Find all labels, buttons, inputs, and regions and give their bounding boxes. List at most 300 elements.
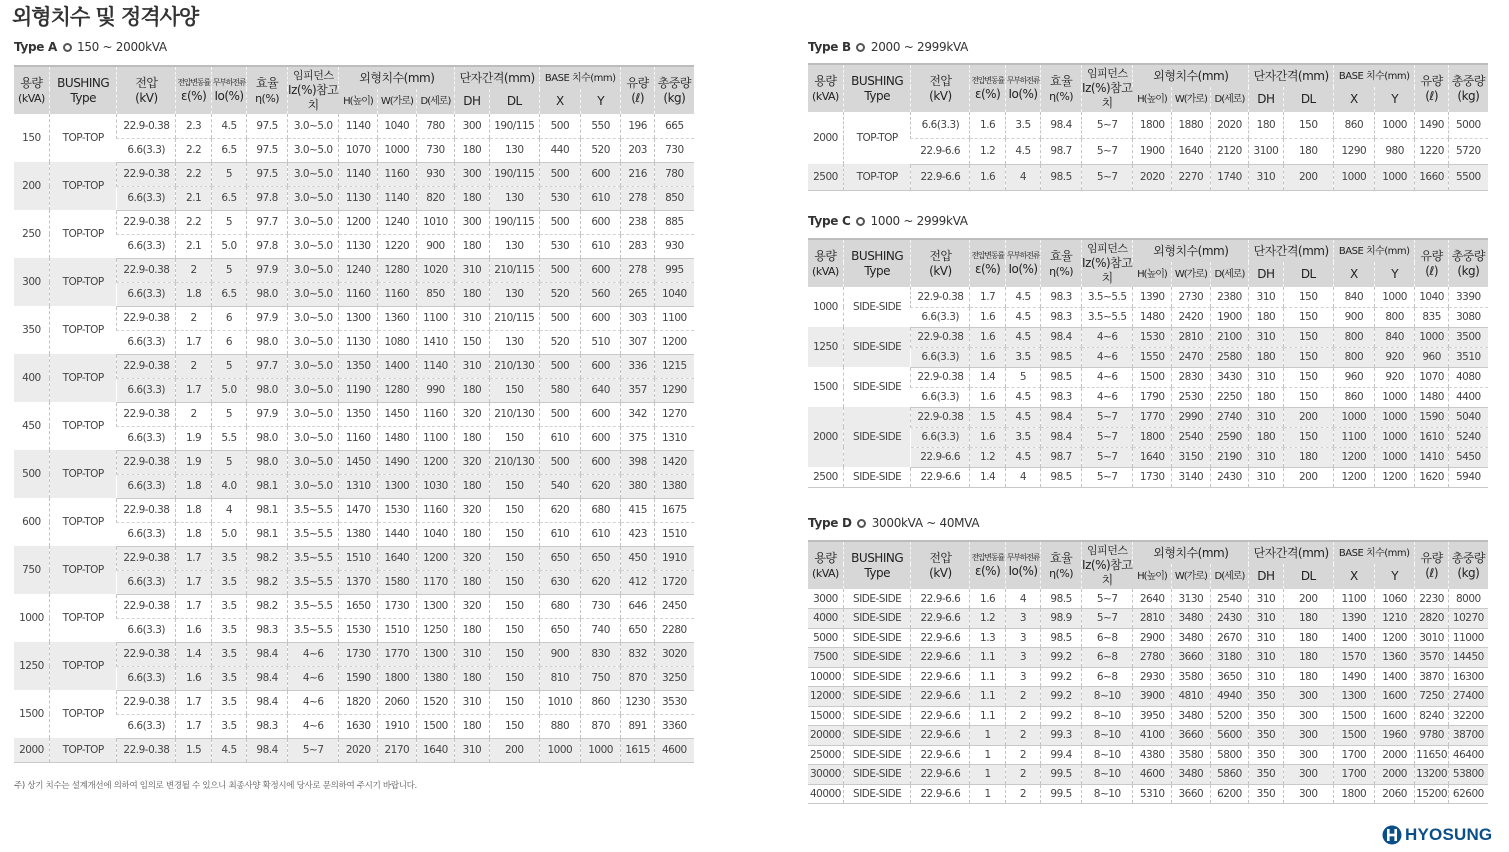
capacity-cell: 25000 [808, 745, 843, 765]
value-cell: 2540 [1210, 589, 1249, 609]
value-cell: 1130 [339, 186, 378, 210]
value-cell: 2020 [1210, 112, 1249, 138]
value-cell: 380 [621, 474, 654, 498]
value-cell: 1.7 [176, 330, 211, 354]
value-cell: 730 [654, 138, 694, 162]
value-cell: 180 [1249, 307, 1283, 327]
value-cell: 500 [539, 210, 580, 234]
value-cell: 6.6(3.3) [117, 138, 176, 162]
value-cell: 150 [489, 498, 539, 522]
value-cell: 820 [416, 186, 455, 210]
bushing-cell: SIDE-SIDE [843, 648, 911, 668]
value-cell: 960 [1415, 347, 1448, 367]
value-cell: 1490 [378, 450, 417, 474]
type-b-label [808, 40, 968, 54]
value-cell: 98.5 [1041, 347, 1082, 367]
value-cell: 2740 [1210, 407, 1249, 427]
value-cell: 650 [580, 546, 621, 570]
value-cell: 2810 [1133, 609, 1172, 629]
hdr-dim-h: H(높이) [1133, 564, 1172, 589]
value-cell: 740 [580, 618, 621, 642]
value-cell: 2 [1005, 706, 1040, 726]
value-cell: 1160 [416, 402, 455, 426]
value-cell: 98.5 [1041, 367, 1082, 387]
value-cell: 4.5 [211, 738, 246, 762]
bushing-cell: TOP-TOP [49, 738, 117, 762]
value-cell: 97.9 [247, 258, 288, 282]
value-cell: 1100 [1333, 427, 1374, 447]
value-cell: 5~7 [1081, 112, 1132, 138]
value-cell: 860 [1333, 387, 1374, 407]
bushing-cell: TOP-TOP [49, 210, 117, 258]
hdr-terminal: 단자간격(mm) [1249, 541, 1334, 564]
hdr-base-x: X [1333, 564, 1374, 589]
type-a-table [14, 65, 694, 763]
value-cell: 342 [621, 402, 654, 426]
value-cell: 98.4 [247, 690, 288, 714]
hdr-capacity: 용량 (kVA) [808, 239, 843, 287]
value-cell: 350 [1249, 706, 1283, 726]
value-cell: 1215 [654, 354, 694, 378]
value-cell: 5450 [1448, 447, 1488, 467]
value-cell: 1200 [654, 330, 694, 354]
value-cell: 3500 [1448, 327, 1488, 347]
table-row [14, 450, 694, 474]
value-cell: 1530 [378, 498, 417, 522]
value-cell: 98.0 [247, 378, 288, 402]
value-cell: 22.9-0.38 [117, 594, 176, 618]
value-cell: 1800 [378, 666, 417, 690]
table-row [14, 258, 694, 282]
value-cell: 180 [455, 138, 489, 162]
value-cell: 995 [654, 258, 694, 282]
value-cell: 2060 [1374, 784, 1415, 804]
value-cell: 150 [1283, 287, 1333, 307]
hdr-impedance: 임피던스 Iz(%)참고치 [1081, 541, 1132, 589]
value-cell: 1640 [378, 546, 417, 570]
hdr-dim-w: W(가로) [1172, 564, 1211, 589]
value-cell: 22.9-0.38 [911, 287, 970, 307]
value-cell: 22.9-6.6 [911, 784, 970, 804]
bushing-cell: TOP-TOP [49, 114, 117, 162]
value-cell: 6.6(3.3) [117, 378, 176, 402]
value-cell: 200 [489, 738, 539, 762]
hdr-regulation: 전압변동률 ε(%) [176, 66, 211, 114]
value-cell: 11650 [1415, 745, 1448, 765]
value-cell: 2 [176, 306, 211, 330]
value-cell: 2 [1005, 687, 1040, 707]
value-cell: 1640 [1133, 447, 1172, 467]
value-cell: 1100 [416, 306, 455, 330]
value-cell: 3.0~5.0 [287, 306, 338, 330]
value-cell: 14450 [1448, 648, 1488, 668]
value-cell: 8000 [1448, 589, 1488, 609]
value-cell: 4 [1005, 589, 1040, 609]
hdr-regulation: 전압변동률 ε(%) [970, 239, 1005, 287]
value-cell: 1280 [378, 378, 417, 402]
hdr-noload: 무부하전류 Io(%) [1005, 541, 1040, 589]
capacity-cell: 750 [14, 546, 49, 594]
hdr-base-y: Y [580, 89, 621, 114]
value-cell: 98.2 [247, 546, 288, 570]
value-cell: 1170 [416, 570, 455, 594]
value-cell: 1.7 [176, 690, 211, 714]
hdr-base: BASE 치수(mm) [1333, 64, 1415, 87]
hdr-dim-h: H(높이) [339, 89, 378, 114]
value-cell: 4 [1005, 467, 1040, 487]
value-cell: 300 [1283, 765, 1333, 785]
value-cell: 1390 [1133, 287, 1172, 307]
hdr-terminal: 단자간격(mm) [1249, 239, 1334, 262]
value-cell: 150 [489, 522, 539, 546]
value-cell: 3390 [1448, 287, 1488, 307]
bushing-cell: TOP-TOP [49, 498, 117, 546]
value-cell: 4600 [1133, 765, 1172, 785]
value-cell: 1380 [416, 666, 455, 690]
value-cell: 216 [621, 162, 654, 186]
value-cell: 98.3 [1041, 387, 1082, 407]
value-cell: 98.7 [1041, 138, 1082, 164]
value-cell: 3950 [1133, 706, 1172, 726]
value-cell: 1200 [1374, 467, 1415, 487]
table-row [14, 570, 694, 594]
hdr-dimensions: 외형치수(mm) [339, 66, 455, 89]
table-row [14, 618, 694, 642]
value-cell: 150 [489, 594, 539, 618]
value-cell: 1100 [416, 426, 455, 450]
value-cell: 3480 [1172, 609, 1211, 629]
value-cell: 22.9-6.6 [911, 447, 970, 467]
value-cell: 150 [489, 378, 539, 402]
value-cell: 1.7 [176, 378, 211, 402]
capacity-cell: 2000 [808, 407, 843, 467]
hdr-dl: DL [1283, 262, 1333, 287]
value-cell: 300 [1283, 687, 1333, 707]
value-cell: 800 [1333, 327, 1374, 347]
value-cell: 5860 [1210, 765, 1249, 785]
value-cell: 5500 [1448, 164, 1488, 190]
value-cell: 398 [621, 450, 654, 474]
value-cell: 1590 [1415, 407, 1448, 427]
value-cell: 3.5 [1005, 112, 1040, 138]
value-cell: 3180 [1210, 648, 1249, 668]
value-cell: 920 [1374, 367, 1415, 387]
value-cell: 150 [1283, 367, 1333, 387]
value-cell: 196 [621, 114, 654, 138]
value-cell: 3360 [654, 714, 694, 738]
value-cell: 1675 [654, 498, 694, 522]
value-cell: 32200 [1448, 706, 1488, 726]
value-cell: 500 [539, 450, 580, 474]
value-cell: 1.1 [970, 687, 1005, 707]
value-cell: 1520 [416, 690, 455, 714]
value-cell: 1410 [1415, 447, 1448, 467]
value-cell: 5~7 [1081, 407, 1132, 427]
value-cell: 2 [1005, 765, 1040, 785]
hdr-noload: 무부하전류 Io(%) [1005, 64, 1040, 112]
value-cell: 620 [580, 474, 621, 498]
value-cell: 2540 [1172, 427, 1211, 447]
value-cell: 99.2 [1041, 687, 1082, 707]
value-cell: 3.0~5.0 [287, 186, 338, 210]
value-cell: 180 [455, 570, 489, 594]
value-cell: 5~7 [1081, 427, 1132, 447]
value-cell: 5940 [1448, 467, 1488, 487]
value-cell: 180 [1249, 427, 1283, 447]
bushing-cell: SIDE-SIDE [843, 407, 911, 467]
value-cell: 2 [1005, 745, 1040, 765]
value-cell: 3130 [1172, 589, 1211, 609]
value-cell: 97.5 [247, 138, 288, 162]
value-cell: 650 [539, 546, 580, 570]
value-cell: 22.9-0.38 [911, 327, 970, 347]
table-row [808, 447, 1488, 467]
table-row [14, 666, 694, 690]
hyosung-logo [1382, 825, 1492, 845]
value-cell: 600 [580, 306, 621, 330]
value-cell: 3.5 [211, 594, 246, 618]
value-cell: 5~7 [1081, 609, 1132, 629]
value-cell: 180 [455, 618, 489, 642]
value-cell: 6.5 [211, 138, 246, 162]
table-row [14, 714, 694, 738]
type-a-range: 150 ~ 2000kVA [77, 40, 167, 54]
value-cell: 180 [455, 426, 489, 450]
value-cell: 2430 [1210, 467, 1249, 487]
footnote: 주) 상기 치수는 설계개선에 의하여 임의로 변경될 수 있으니 최종사양 확정시에 당사로 문의하여 주시기 바랍니다. [14, 781, 417, 791]
value-cell: 3.5~5.5 [287, 570, 338, 594]
value-cell: 180 [455, 378, 489, 402]
value-cell: 150 [1283, 387, 1333, 407]
value-cell: 97.7 [247, 354, 288, 378]
hdr-dh: DH [1249, 262, 1283, 287]
hdr-regulation: 전압변동률 ε(%) [970, 64, 1005, 112]
value-cell: 680 [539, 594, 580, 618]
value-cell: 38700 [1448, 726, 1488, 746]
value-cell: 278 [621, 186, 654, 210]
value-cell: 1.6 [970, 387, 1005, 407]
value-cell: 5 [211, 354, 246, 378]
value-cell: 150 [489, 714, 539, 738]
table-row [808, 765, 1488, 785]
value-cell: 4~6 [1081, 347, 1132, 367]
value-cell: 7250 [1415, 687, 1448, 707]
value-cell: 5040 [1448, 407, 1488, 427]
value-cell: 640 [580, 378, 621, 402]
value-cell: 3660 [1172, 726, 1211, 746]
value-cell: 1300 [339, 306, 378, 330]
value-cell: 3660 [1172, 648, 1211, 668]
hdr-regulation: 전압변동률 ε(%) [970, 541, 1005, 589]
value-cell: 1500 [1333, 726, 1374, 746]
value-cell: 1.5 [970, 407, 1005, 427]
value-cell: 6200 [1210, 784, 1249, 804]
value-cell: 1080 [378, 330, 417, 354]
capacity-cell: 150 [22, 132, 41, 144]
value-cell: 900 [539, 642, 580, 666]
value-cell: 1.2 [970, 138, 1005, 164]
hdr-impedance: 임피던스 Iz(%)참고치 [1081, 64, 1132, 112]
value-cell: 1640 [1172, 138, 1211, 164]
value-cell: 4.5 [211, 114, 246, 138]
capacity-cell: 450 [22, 420, 41, 432]
value-cell: 2120 [1210, 138, 1249, 164]
value-cell: 5240 [1448, 427, 1488, 447]
value-cell: 5310 [1133, 784, 1172, 804]
value-cell: 1.3 [970, 628, 1005, 648]
value-cell: 97.9 [247, 402, 288, 426]
value-cell: 1040 [416, 522, 455, 546]
value-cell: 150 [489, 474, 539, 498]
value-cell: 1.6 [970, 427, 1005, 447]
value-cell: 3580 [1172, 745, 1211, 765]
value-cell: 307 [621, 330, 654, 354]
value-cell: 4~6 [287, 690, 338, 714]
hdr-dh: DH [1249, 87, 1283, 112]
value-cell: 22.9-0.38 [117, 642, 176, 666]
table-row [14, 234, 694, 258]
table-row [14, 402, 694, 426]
value-cell: 5 [211, 258, 246, 282]
value-cell: 3.5~5.5 [287, 522, 338, 546]
value-cell: 1.7 [176, 570, 211, 594]
capacity-cell: 2000 [813, 132, 838, 144]
value-cell: 1000 [1374, 387, 1415, 407]
value-cell: 520 [539, 282, 580, 306]
value-cell: 98.2 [247, 594, 288, 618]
value-cell: 1900 [1210, 307, 1249, 327]
hdr-dim-w: W(가로) [378, 89, 417, 114]
value-cell: 6.6(3.3) [117, 570, 176, 594]
value-cell: 98.4 [247, 738, 288, 762]
value-cell: 1220 [1415, 138, 1448, 164]
value-cell: 860 [580, 690, 621, 714]
value-cell: 1.6 [970, 589, 1005, 609]
value-cell: 4810 [1172, 687, 1211, 707]
value-cell: 150 [1283, 307, 1333, 327]
value-cell: 810 [539, 666, 580, 690]
value-cell: 3 [1005, 648, 1040, 668]
table-row [14, 546, 694, 570]
value-cell: 1600 [1374, 687, 1415, 707]
value-cell: 99.5 [1041, 784, 1082, 804]
value-cell: 1140 [339, 162, 378, 186]
value-cell: 98.3 [247, 618, 288, 642]
value-cell: 510 [580, 330, 621, 354]
value-cell: 310 [1249, 667, 1283, 687]
value-cell: 10270 [1448, 609, 1488, 629]
value-cell: 150 [455, 330, 489, 354]
value-cell: 98.1 [247, 474, 288, 498]
value-cell: 1.9 [176, 450, 211, 474]
value-cell: 1.1 [970, 667, 1005, 687]
value-cell: 8~10 [1081, 726, 1132, 746]
value-cell: 1900 [1133, 138, 1172, 164]
value-cell: 2.1 [176, 234, 211, 258]
value-cell: 9780 [1415, 726, 1448, 746]
value-cell: 310 [1249, 367, 1283, 387]
capacity-cell: 5000 [808, 628, 843, 648]
value-cell: 6.6(3.3) [117, 618, 176, 642]
value-cell: 2.1 [176, 186, 211, 210]
value-cell: 310 [455, 642, 489, 666]
hdr-base-x: X [1333, 87, 1374, 112]
value-cell: 840 [1374, 327, 1415, 347]
value-cell: 4940 [1210, 687, 1249, 707]
value-cell: 540 [539, 474, 580, 498]
value-cell: 5720 [1448, 138, 1488, 164]
hdr-dl: DL [1283, 87, 1333, 112]
value-cell: 6.6(3.3) [117, 426, 176, 450]
value-cell: 800 [1374, 307, 1415, 327]
value-cell: 2580 [1210, 347, 1249, 367]
value-cell: 1300 [416, 642, 455, 666]
value-cell: 278 [621, 258, 654, 282]
value-cell: 4.5 [1005, 447, 1040, 467]
capacity-cell: 1500 [813, 381, 838, 393]
value-cell: 5800 [1210, 745, 1249, 765]
value-cell: 98.4 [1041, 327, 1082, 347]
value-cell: 1470 [339, 498, 378, 522]
value-cell: 5~7 [1081, 467, 1132, 487]
value-cell: 1310 [654, 426, 694, 450]
value-cell: 4 [1005, 164, 1040, 190]
value-cell: 22.9-6.6 [911, 687, 970, 707]
value-cell: 3.5 [211, 690, 246, 714]
value-cell: 3480 [1172, 706, 1211, 726]
value-cell: 3010 [1415, 628, 1448, 648]
value-cell: 98.3 [1041, 287, 1082, 307]
value-cell: 150 [489, 642, 539, 666]
value-cell: 320 [455, 402, 489, 426]
capacity-cell: 1500 [19, 708, 44, 720]
value-cell: 4.5 [1005, 138, 1040, 164]
value-cell: 1510 [378, 618, 417, 642]
value-cell: 190/115 [489, 114, 539, 138]
value-cell: 1.4 [970, 467, 1005, 487]
table-row [808, 589, 1488, 609]
value-cell: 98.2 [247, 570, 288, 594]
value-cell: 350 [1249, 687, 1283, 707]
value-cell: 6.6(3.3) [117, 522, 176, 546]
value-cell: 320 [455, 546, 489, 570]
value-cell: 98.3 [247, 714, 288, 738]
value-cell: 1010 [539, 690, 580, 714]
value-cell: 990 [416, 378, 455, 402]
value-cell: 8~10 [1081, 784, 1132, 804]
value-cell: 2 [1005, 726, 1040, 746]
hdr-noload: 무부하전류 Io(%) [211, 66, 246, 114]
type-c-table [808, 238, 1488, 488]
value-cell: 1.2 [970, 609, 1005, 629]
value-cell: 99.2 [1041, 648, 1082, 668]
value-cell: 300 [455, 162, 489, 186]
value-cell: 3480 [1172, 765, 1211, 785]
bushing-cell: SIDE-SIDE [843, 628, 911, 648]
value-cell: 310 [1249, 447, 1283, 467]
value-cell: 1000 [1374, 112, 1415, 138]
value-cell: 22.9-0.38 [117, 114, 176, 138]
capacity-cell: 1250 [14, 642, 49, 690]
value-cell: 4.0 [211, 474, 246, 498]
value-cell: 1.6 [970, 307, 1005, 327]
value-cell: 16300 [1448, 667, 1488, 687]
value-cell: 1200 [416, 450, 455, 474]
value-cell: 1400 [378, 354, 417, 378]
value-cell: 15200 [1415, 784, 1448, 804]
value-cell: 1000 [1374, 407, 1415, 427]
value-cell: 1800 [1133, 112, 1172, 138]
